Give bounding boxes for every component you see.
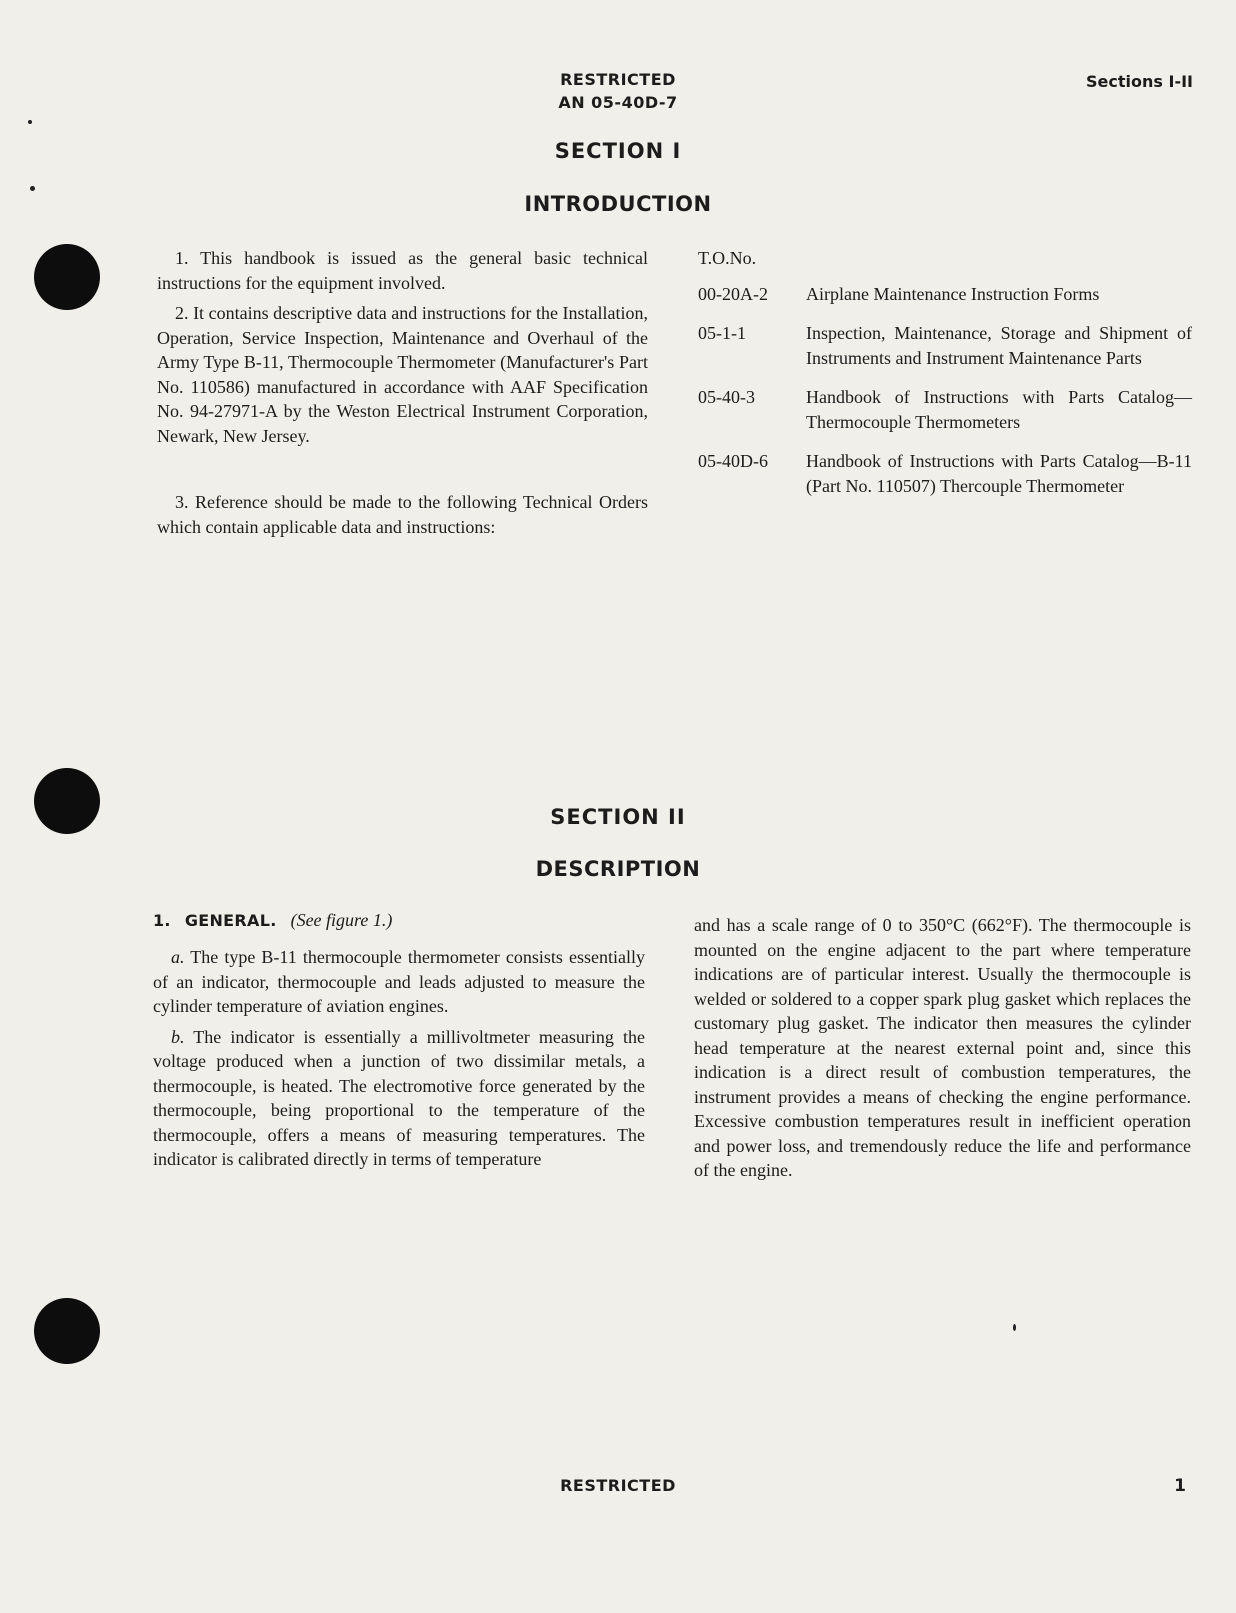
paragraph-a-label: a. — [171, 947, 185, 967]
section-1-title: SECTION I — [554, 139, 682, 163]
general-heading — [153, 910, 392, 931]
binder-hole-top — [34, 244, 100, 310]
to-number-header: T.O.No. — [698, 248, 757, 268]
sections-label: Sections I-II — [1086, 72, 1193, 91]
document-number: AN 05-40D-7 — [558, 93, 678, 112]
paragraph-b — [153, 1025, 645, 1172]
heading-text: GENERAL. — [184, 911, 277, 930]
paragraph-b-text: The indicator is essentially a millivoltmeter measuring the voltage produced when a junction of two dissimilar metals, a thermocouple, is heated. The electromotive force generated by the thermocouple, being proportional to the temperature of the thermocouple, offers a means of measuring temperatures. The indicator is calibrated directly in terms of temperature — [153, 1026, 645, 1169]
section-2-title: SECTION II — [550, 805, 686, 829]
to-number: 05-40-3 — [698, 387, 755, 407]
paragraph-a — [153, 945, 645, 1019]
intro-paragraph-2: 2. It contains descriptive data and instructions for the Installation, Operation, Service Inspection, Maintenance and Overhaul of the Army Type B-11, Thermocouple Thermometer (Manufacturer's Part No. 110586) manufactured in accordance with AAF Specification No. 94-27971-A by the Weston Electrical Instrument Corporation, Newark, New Jersey. — [157, 303, 648, 446]
to-title: Handbook of Instructions with Parts Catalog—Thermocouple Thermometers — [806, 387, 1192, 432]
binder-hole-bottom — [34, 1298, 100, 1364]
scan-speck — [28, 120, 32, 124]
to-title: Inspection, Maintenance, Storage and Shipment of Instruments and Instrument Maintenance Parts — [806, 323, 1192, 368]
paragraph-b-continued: and has a scale range of 0 to 350°C (662°F). The thermocouple is mounted on the engine adjacent to the part where temperature indications are of particular interest. Usually the thermocouple is welded or soldered to a copper spark plug gasket which replaces the customary plug gasket. The indicator then measures the cylinder head temperature at the nearest external point and, since this indication is a direct result of combustion temperatures, the instrument provides a means of checking the engine performance. Excessive combustion temperatures result in inefficient operation and power loss, and tremendously reduce the life and performance of the engine. — [694, 915, 1191, 1180]
classification-header: RESTRICTED — [560, 70, 676, 89]
section-1-subtitle: INTRODUCTION — [524, 192, 712, 216]
list-item — [698, 449, 1192, 498]
page-number: 1 — [1174, 1476, 1186, 1496]
intro-paragraph-1: 1. This handbook is issued as the general basic technical instructions for the equipment involved. — [157, 248, 648, 293]
list-item — [698, 282, 1192, 307]
description-right-column — [694, 913, 1191, 1183]
section-2-subtitle: DESCRIPTION — [535, 857, 701, 881]
to-number: 05-1-1 — [698, 323, 746, 343]
paragraph-a-text: The type B-11 thermocouple thermometer consists essentially of an indicator, thermocouple and leads adjusted to measure the cylinder temperature of aviation engines. — [153, 947, 645, 1016]
scan-speck — [30, 186, 35, 191]
to-title: Handbook of Instructions with Parts Catalog—B-11 (Part No. 110507) Thercouple Thermometer — [806, 451, 1192, 496]
description-left-column — [153, 945, 645, 1172]
to-title: Airplane Maintenance Instruction Forms — [806, 283, 1100, 304]
technical-orders-list — [698, 246, 1192, 513]
to-number: 05-40D-6 — [698, 451, 768, 471]
paragraph-b-label: b. — [171, 1026, 185, 1047]
figure-reference: (See figure 1.) — [290, 910, 393, 930]
introduction-paragraph-3-block — [157, 490, 648, 539]
scan-speck — [1013, 1324, 1016, 1331]
list-item — [698, 321, 1192, 370]
heading-number: 1. — [153, 911, 171, 930]
to-number: 00-20A-2 — [698, 283, 768, 304]
intro-paragraph-3: 3. Reference should be made to the following Technical Orders which contain applicable data and instructions: — [157, 492, 648, 537]
introduction-paragraphs — [157, 246, 648, 448]
list-item — [698, 385, 1192, 434]
classification-footer: RESTRICTED — [560, 1476, 676, 1495]
